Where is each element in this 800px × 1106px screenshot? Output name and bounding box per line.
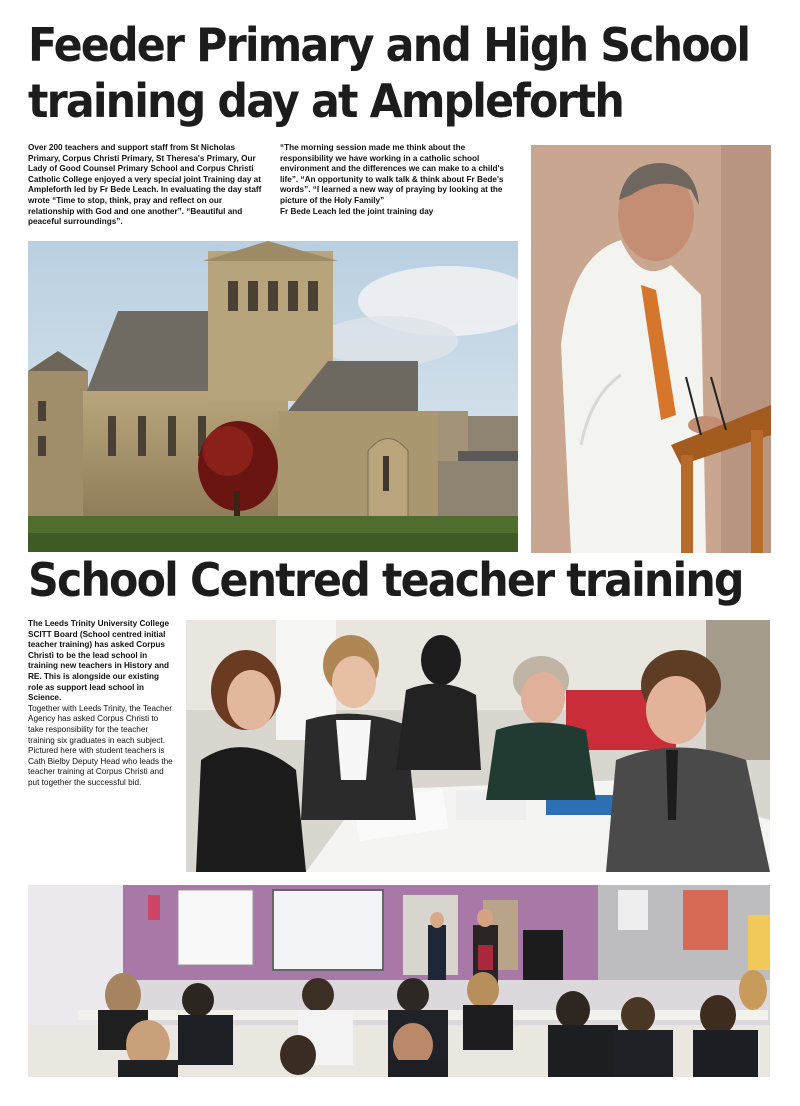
- fr-bede-leach-photo: [531, 145, 771, 553]
- intro-right-column: [280, 143, 520, 217]
- intro-right-quotes: “The morning session made me think about the responsibility we have working in a catholic school environment and the differences we can make to a child's life”. “An opportunity to walk talk & think about Fr Bede's words”. “I learned a new way of praying by looking at the picture of the Holy Family”: [280, 143, 504, 205]
- scitt-bold-paragraph: The Leeds Trinity University College SCITT Board (School centred initial teacher training) has asked Corpus Christi to be the lead school in training new teachers in History and RE. This is alongside our existing role as support lead school in Science.: [28, 619, 170, 703]
- student-teachers-meeting-photo: [186, 620, 770, 872]
- intro-right-caption: Fr Bede Leach led the joint training day: [280, 206, 434, 216]
- headline-primary-line2: training day at Ampleforth: [28, 74, 623, 128]
- headline-primary-line1: Feeder Primary and High School: [28, 18, 750, 72]
- scitt-column: [28, 619, 175, 789]
- intro-left-column: [28, 143, 268, 228]
- ampleforth-abbey-photo: [28, 241, 518, 552]
- intro-left-paragraph: Over 200 teachers and support staff from St Nicholas Primary, Corpus Christi Primary, St Theresa's Primary, Our Lady of Good Counsel Primary School and Corpus Christi Catholic College enjoyed a very special joint Training day at Ampleforth led by Fr Bede Leach. In evaluating the day staff wrote “Time to stop, think, pray and reflect on our relationship with God and one another”. “Beautiful and peaceful surroundings”.: [28, 143, 262, 227]
- headline-school-centred: School Centred teacher training: [28, 553, 743, 607]
- scitt-caption: Pictured here with student teachers is Cath Bielby Deputy Head who leads the teacher training at Corpus Christi and put together the successful bid.: [28, 746, 173, 787]
- classroom-students-photo: [28, 885, 770, 1077]
- scitt-paragraph: Together with Leeds Trinity, the Teacher Agency has asked Corpus Christi to take responsibility for the teacher training six graduates in each subject.: [28, 703, 172, 745]
